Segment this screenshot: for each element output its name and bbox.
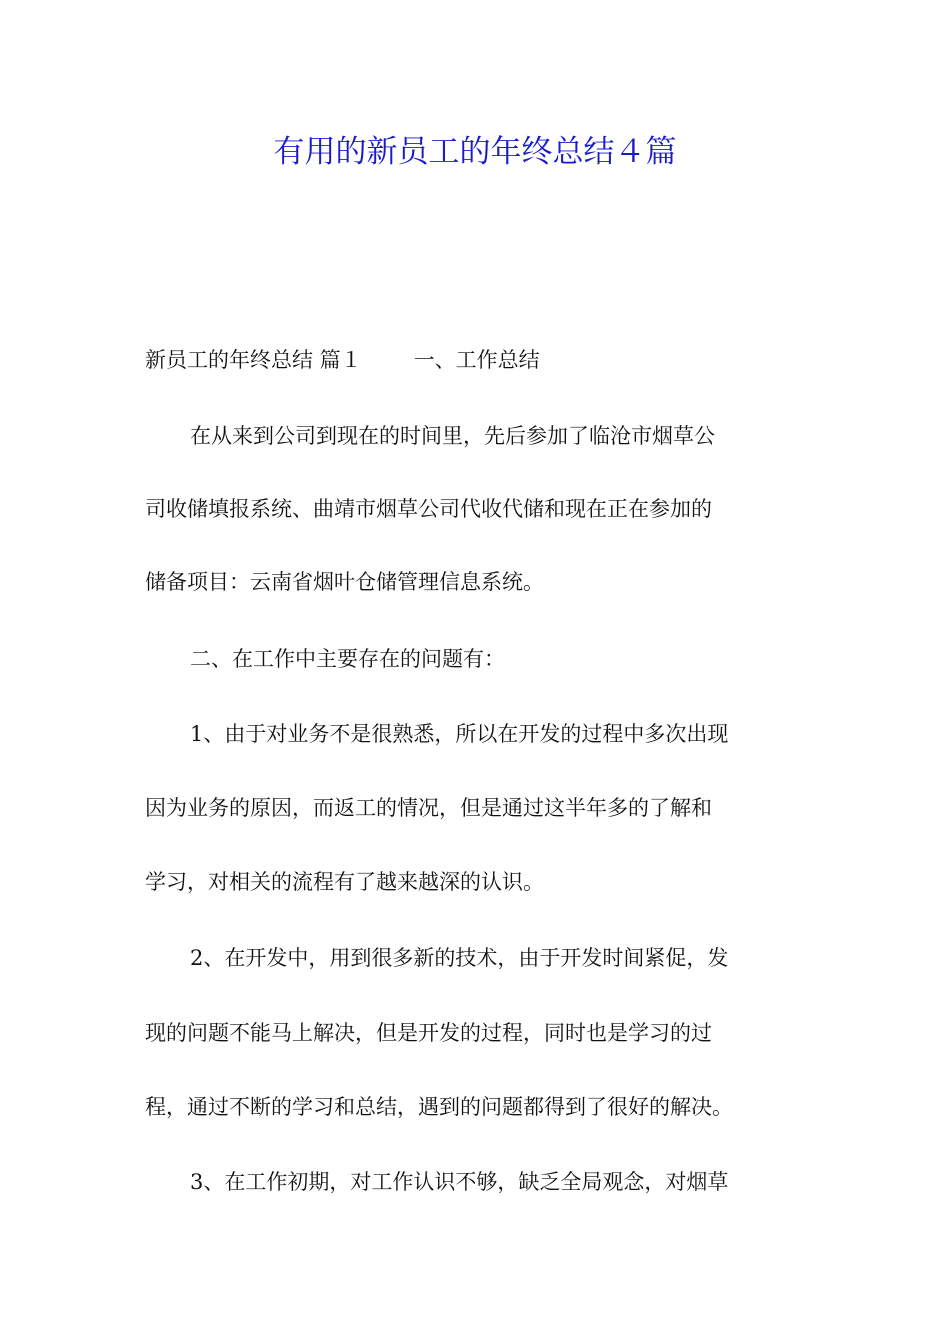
paragraph-line: 学习，对相关的流程有了越来越深的认识。 [145, 870, 544, 894]
section-heading: 一、工作总结 [413, 348, 540, 372]
paragraph-line: 程，通过不断的学习和总结，遇到的问题都得到了很好的解决。 [145, 1095, 733, 1119]
document-title: 有用的新员工的年终总结４篇 [273, 134, 677, 170]
paragraph-line: 司收储填报系统、曲靖市烟草公司代收代储和现在正在参加的 [145, 497, 712, 521]
paragraph-line: 1、由于对业务不是很熟悉，所以在开发的过程中多次出现 [190, 722, 729, 746]
paragraph-line: 因为业务的原因，而返工的情况，但是通过这半年多的了解和 [145, 796, 712, 820]
article-heading: 新员工的年终总结 篇１ [145, 348, 362, 372]
section-heading-line [145, 345, 540, 375]
paragraph-line: 在从来到公司到现在的时间里，先后参加了临沧市烟草公 [190, 424, 715, 448]
paragraph-line: 3、在工作初期，对工作认识不够，缺乏全局观念，对烟草 [190, 1170, 729, 1194]
paragraph-line: 二、在工作中主要存在的问题有： [190, 647, 505, 671]
paragraph-line: 储备项目：云南省烟叶仓储管理信息系统。 [145, 570, 544, 594]
paragraph-line: 现的问题不能马上解决，但是开发的过程，同时也是学习的过 [145, 1021, 712, 1045]
paragraph-line: 2、在开发中，用到很多新的技术，由于开发时间紧促，发 [190, 946, 729, 970]
